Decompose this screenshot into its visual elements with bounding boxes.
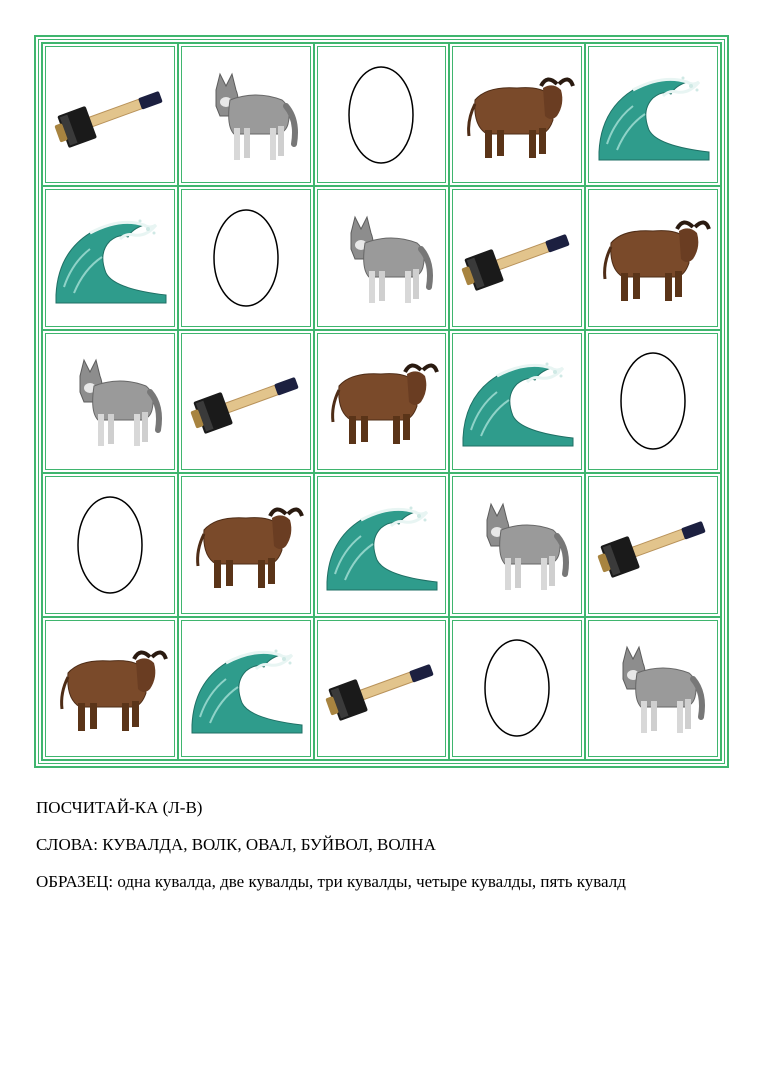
words-line: СЛОВА: КУВАЛДА, ВОЛК, ОВАЛ, БУЙВОЛ, ВОЛНА [36, 835, 436, 854]
grid-cell [41, 472, 179, 617]
buffalo-image [457, 60, 577, 170]
grid-cell [448, 616, 586, 761]
grid-cell [448, 329, 586, 474]
grid-cell [448, 42, 586, 187]
sledgehammer-image [321, 633, 441, 743]
sledgehammer-image [186, 346, 306, 456]
grid-cell [584, 472, 722, 617]
grid-cell [41, 616, 179, 761]
wave-image [321, 490, 441, 600]
buffalo-image [593, 203, 713, 313]
wolf-image [593, 633, 713, 743]
grid-cell [41, 42, 179, 187]
wave-image [50, 203, 170, 313]
page-title: ПОСЧИТАЙ-КА (Л-В) [36, 798, 203, 817]
grid-cell [41, 185, 179, 330]
picture-grid [34, 35, 729, 768]
sample-line: ОБРАЗЕЦ: одна кувалда, две кувалды, три кувалды, четыре кувалды, пять кувалд [36, 872, 626, 891]
grid-cell [177, 472, 315, 617]
sledgehammer-image [50, 60, 170, 170]
grid-cell [177, 616, 315, 761]
grid-cell [177, 185, 315, 330]
oval-image [321, 60, 441, 170]
wolf-image [321, 203, 441, 313]
grid-cell [448, 472, 586, 617]
buffalo-image [321, 346, 441, 456]
grid-cell [584, 329, 722, 474]
oval-image [50, 490, 170, 600]
picture-grid-cells [42, 43, 721, 760]
wolf-image [186, 60, 306, 170]
grid-cell [584, 185, 722, 330]
grid-cell [313, 472, 451, 617]
grid-cell [313, 42, 451, 187]
oval-image [457, 633, 577, 743]
grid-cell [584, 42, 722, 187]
grid-cell [584, 616, 722, 761]
wave-image [593, 60, 713, 170]
oval-image [593, 346, 713, 456]
grid-cell [313, 616, 451, 761]
wave-image [457, 346, 577, 456]
wave-image [186, 633, 306, 743]
wolf-image [457, 490, 577, 600]
buffalo-image [50, 633, 170, 743]
buffalo-image [186, 490, 306, 600]
grid-cell [177, 42, 315, 187]
grid-cell [313, 329, 451, 474]
grid-cell [313, 185, 451, 330]
grid-cell [448, 185, 586, 330]
sledgehammer-image [593, 490, 713, 600]
oval-image [186, 203, 306, 313]
sledgehammer-image [457, 203, 577, 313]
wolf-image [50, 346, 170, 456]
grid-cell [41, 329, 179, 474]
grid-cell [177, 329, 315, 474]
